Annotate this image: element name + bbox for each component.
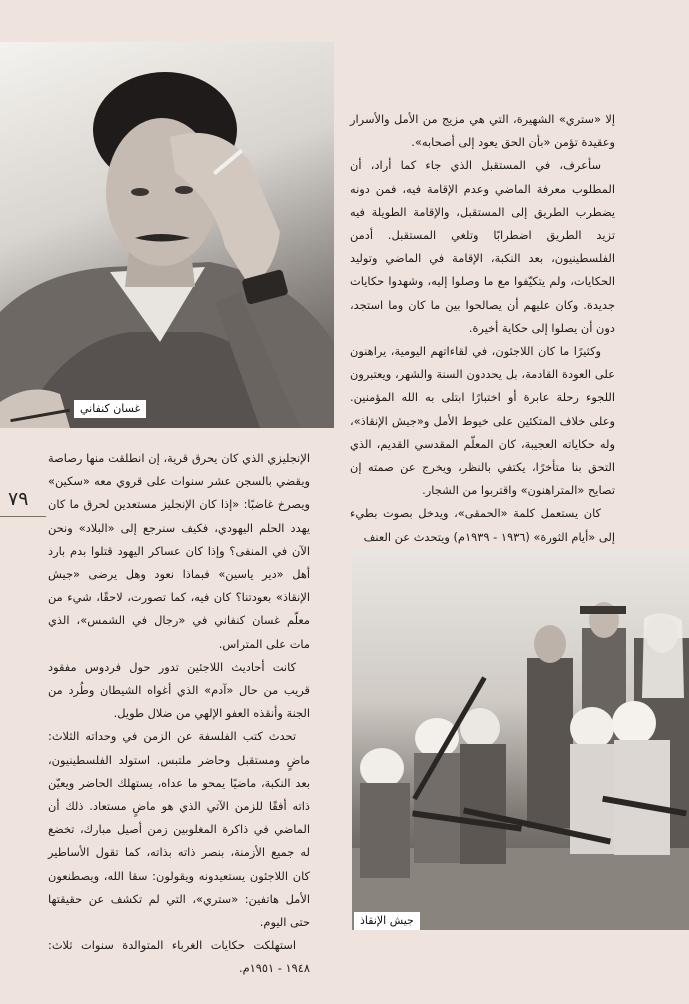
page-number-rule — [0, 516, 46, 517]
group-photo — [352, 548, 689, 930]
group-illustration — [352, 548, 689, 930]
paragraph: استهلكت حكايات الغرباء المتوالدة سنوات ثلاث: ١٩٤٨ - ١٩٥١م. — [48, 938, 310, 976]
paragraph: إلا «ستري» الشهيرة، التي هي مزيج من الأمل والأسرار وعقيدة تؤمن «بأن الحق يعود إلى أصحابه». — [350, 112, 615, 150]
portrait-illustration — [0, 42, 334, 428]
paragraph: تحدث كتب الفلسفة عن الزمن في وحداته الثلاث: ماضٍ ومستقبل وحاضر ملتبس. استولد الفلسطينيون، بعد النكبة، ماضيًا يمحو ما عداه، يستهلك الحاضر ويعيّن ذاته أفقًا للزمن الآتي الذي هو ماضٍ مستعاد. ذلك أن الماضي في ذاكرة المغلوبين زمن أصيل مبارك، تخضع له جميع الأزمنة، بنصر ذاته بذاته، كما تقول الأساطير كان اللاجئون يستعيدونه ويقولون: سقا الله، ويصطنعون الأمل هاتفين: «ستري»، التي لم تكشف عن حقيقتها حتى اليوم. — [48, 729, 310, 930]
page-number: ٧٩ — [8, 488, 29, 510]
paragraph: كان يستعمل كلمة «الحمقى»، ويدخل بصوت بطيء إلى «أيام الثورة» (١٩٣٦ - ١٩٣٩م) ويتحدث عن العنف — [350, 506, 615, 544]
left-text-column — [48, 447, 310, 981]
paragraph: كانت أحاديث اللاجئين تدور حول فردوس مفقود قريب من حال «آدم» الذي أغواه الشيطان وطُرد من الجنة وأنقذه العفو الإلهي من ضلال طويل. — [48, 659, 310, 721]
paragraph: سأعرف، في المستقبل الذي جاء كما أراد، أن المطلوب معرفة الماضي وعدم الإقامة فيه، فمن دونه يضطرب الطريق إلى المستقبل، والإقامة الطويلة فيه تزيد الطريق اضطرابًا وتلغي المستقبل. أدمن الفلسطينيون، بعد النكبة، الإقامة في الماضي وتوليد الحكايات، ولم يتكيّفوا مع ما وصلوا إليه، وشهدوا حكايات جديدة. وكان عليهم أن يصالحوا بين ما كان وما استجد، دون أن يصلوا إلى حكاية أخيرة. — [350, 158, 615, 335]
portrait-caption: غسان كنفاني — [74, 400, 146, 418]
portrait-photo — [0, 42, 334, 428]
paragraph: الإنجليزي الذي كان يحرق قرية، إن انطلقت منها رصاصة ويقضي بالسجن عشر سنوات على قروي معه «سكين» ويصرخ غاضبًا: «إذا كان الإنجليز مستعدين لحرق ما كان يهدد الحلم اليهودي، فكيف سنرجع إلى «البلاد» ونحن الآن في المنفى؟ وإذا كان عساكر اليهود قتلوا بدم بارد أهل «دير ياسين» فبماذا نعود وهل يرضى «جيش الإنقاذ» بعودتنا؟ كان فيه، كما تصورت، لاحقًا، شيء من معلّم غسان كنفاني في «رجال في الشمس»، الذي مات على المتراس. — [48, 451, 310, 651]
right-text-column — [350, 108, 615, 549]
paragraph: وكثيرًا ما كان اللاجئون، في لقاءاتهم اليومية، يراهنون على العودة القادمة، بل يحددون السنة والشهر، ويعتبرون اللجوء رحلة عابرة أو اختبارًا ابتلى به الله المؤمنين. وعلى خلاف المتكئين على خيوط الأمل و«جيش الإنقاذ»، وله حكاياته العجيبة، كان المعلّم المقدسي القديم، الذي التحق بنا متأخرًا، يكتفي بالنظر، ويخرج عن صمته إن تصايح «المتراهنون» واقتربوا من الشجار. — [350, 344, 615, 498]
group-photo-caption: جيش الإنقاذ — [354, 912, 420, 930]
